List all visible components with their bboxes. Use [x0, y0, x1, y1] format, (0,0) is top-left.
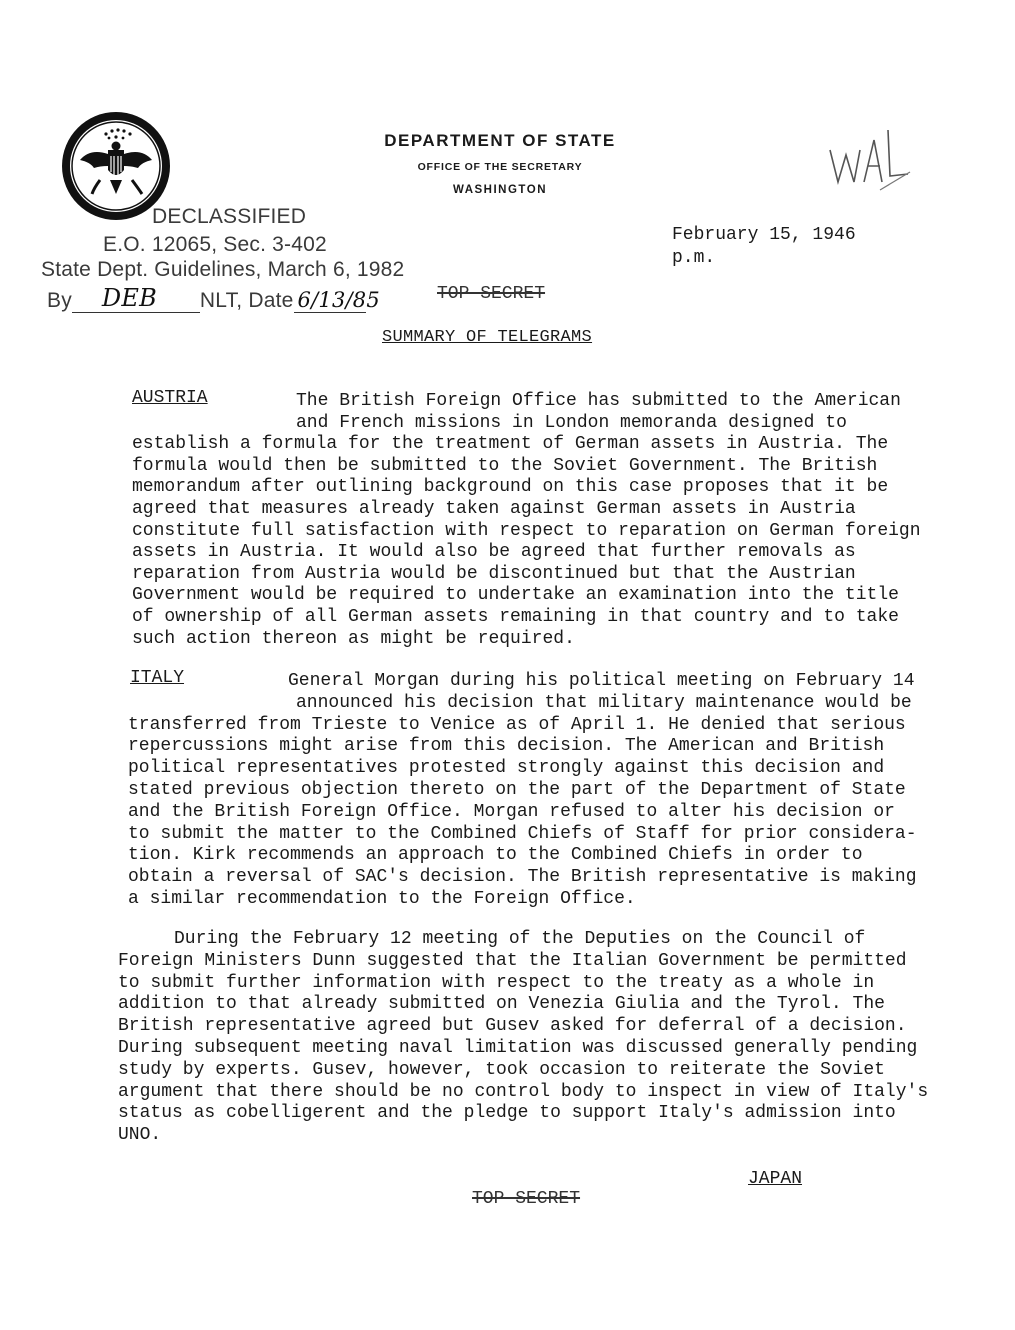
austria-line: formula would then be submitted to the Soviet Government. The British — [132, 455, 878, 476]
austria-line: The British Foreign Office has submitted to the American — [296, 391, 901, 411]
italy-line: political representatives protested strongly against this decision and — [128, 758, 885, 779]
italy-line: announced his decision that military maintenance would be — [296, 692, 912, 713]
italy-line: obtain a reversal of SAC's decision. The British representative is making — [128, 867, 917, 888]
italy-heading: ITALY — [130, 668, 185, 688]
austria-line: memorandum after outlining background on this case proposes that it be — [132, 477, 889, 498]
deputies-line: UNO. — [118, 1125, 162, 1146]
deputies-line: argument that there should be no control body to inspect in view of Italy's — [118, 1081, 929, 1102]
document-date: February 15, 1946 — [672, 225, 856, 245]
stamp-by-initials: DEB — [101, 284, 157, 312]
italy-line: stated previous objection thereto on the part of the Department of State — [128, 780, 906, 800]
classification-top: TOP SECRET — [437, 284, 546, 304]
austria-line: constitute full satisfaction with respect to reparation on German foreign — [132, 520, 921, 541]
deputies-line: British representative agreed but Gusev asked for deferral of a decision. — [118, 1016, 907, 1037]
classification-bottom: TOP SECRET — [472, 1189, 581, 1209]
austria-line: of ownership of all German assets remaining in that country and to take — [132, 607, 899, 627]
stamp-line-4 — [47, 284, 380, 313]
letterhead-department: DEPARTMENT OF STATE — [384, 131, 616, 150]
italy-line: tion. Kirk recommends an approach to the Combined Chiefs in order to — [128, 845, 863, 866]
austria-line: assets in Austria. It would also be agreed that further removals as — [132, 542, 856, 563]
handwritten-initials — [820, 110, 920, 200]
deputies-line: status as cobelligerent and the pledge to support Italy's admission into — [118, 1103, 896, 1124]
stamp-date-value: 6/13/85 — [297, 288, 380, 312]
catchword: JAPAN — [748, 1169, 803, 1189]
austria-line: Government would be required to undertake an examination into the title — [132, 585, 899, 606]
document-title: SUMMARY OF TELEGRAMS — [382, 328, 593, 347]
deputies-line: During the February 12 meeting of the Deputies on the Council of — [174, 929, 866, 949]
letterhead-office: OFFICE OF THE SECRETARY — [417, 161, 583, 173]
deputies-line: addition to that already submitted on Venezia Giulia and the Tyrol. The — [118, 994, 885, 1015]
stamp-line-3: State Dept. Guidelines, March 6, 1982 — [41, 258, 405, 281]
stamp-by-prefix: By — [47, 289, 72, 312]
austria-line: and French missions in London memoranda designed to — [296, 412, 847, 433]
austria-line: such action thereon as might be required. — [132, 628, 575, 649]
italy-line: a similar recommendation to the Foreign Office. — [128, 889, 636, 909]
austria-heading: AUSTRIA — [132, 388, 208, 408]
deputies-line: During subsequent meeting naval limitation was discussed generally pending — [118, 1038, 918, 1058]
document-time: p.m. — [672, 248, 716, 268]
italy-line: repercussions might arise from this decision. The American and British — [128, 736, 885, 757]
austria-line: reparation from Austria would be discontinued but that the Austrian — [132, 563, 856, 584]
deputies-line: study by experts. Gusev, however, took occasion to reiterate the Soviet — [118, 1059, 885, 1080]
austria-line: agreed that measures already taken against German assets in Austria — [132, 499, 856, 519]
italy-line: and the British Foreign Office. Morgan refused to alter his decision or — [128, 801, 895, 822]
italy-line: transferred from Trieste to Venice as of April 1. He denied that serious — [128, 714, 906, 735]
italy-line: General Morgan during his political meeting on February 14 — [288, 671, 915, 691]
stamp-line-2: E.O. 12065, Sec. 3-402 — [103, 233, 327, 256]
italy-line: to submit the matter to the Combined Chiefs of Staff for prior considera- — [128, 823, 917, 844]
deputies-line: Foreign Ministers Dunn suggested that the Italian Government be permitted — [118, 950, 907, 971]
austria-line: establish a formula for the treatment of German assets in Austria. The — [132, 434, 889, 455]
deputies-line: to submit further information with respect to the treaty as a whole in — [118, 972, 875, 993]
letterhead-city: WASHINGTON — [452, 184, 547, 196]
stamp-nlt-date-label: NLT, Date — [199, 289, 294, 312]
stamp-line-1: DECLASSIFIED — [152, 205, 307, 228]
